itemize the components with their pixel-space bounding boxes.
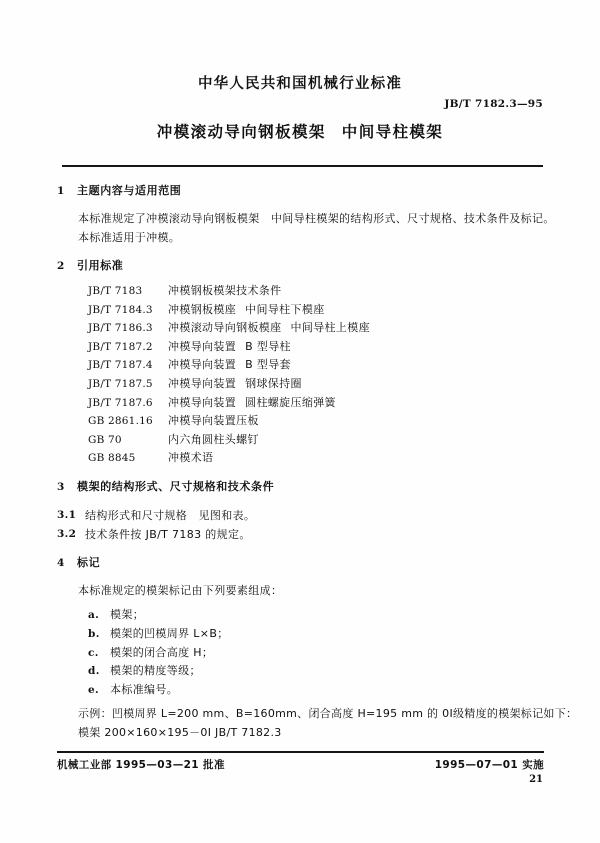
marking-example-line-2: 模架 200×160×195－0Ⅰ JB/T 7182.3 bbox=[78, 726, 282, 739]
reference-description-b: B 型导套 bbox=[245, 358, 291, 372]
reference-description: 冲模导向装置压板 bbox=[168, 414, 259, 428]
document-body bbox=[0, 182, 600, 743]
reference-description-a: 冲模导向装置 bbox=[168, 358, 237, 372]
section-4-intro: 本标准规定的模架标记由下列要素组成： bbox=[78, 583, 283, 597]
reference-description: 内六角圆柱头螺钉 bbox=[168, 432, 259, 446]
title-part-1: 冲模滚动导向钢板模架 bbox=[156, 123, 326, 141]
reference-row bbox=[88, 412, 600, 431]
footer-divider-rule bbox=[57, 751, 544, 753]
list-item bbox=[88, 625, 600, 644]
reference-row bbox=[88, 301, 600, 320]
list-item-text: 模架的精度等级； bbox=[110, 664, 201, 678]
reference-description-a: 冲模导向装置 bbox=[168, 395, 237, 409]
list-item bbox=[88, 662, 600, 681]
section-heading-1 bbox=[57, 182, 600, 200]
reference-description-b: 中间导柱下模座 bbox=[245, 302, 325, 316]
list-item-key: c. bbox=[88, 646, 99, 659]
list-item-text: 模架； bbox=[110, 608, 145, 622]
spacer bbox=[0, 544, 600, 554]
implementation-date: 1995—07—01 实施 bbox=[434, 759, 544, 771]
reference-code: GB 70 bbox=[88, 433, 122, 446]
reference-row bbox=[88, 338, 600, 357]
spacer bbox=[0, 496, 600, 506]
section-number-2: 2 bbox=[57, 260, 65, 272]
subclause-row bbox=[57, 525, 600, 544]
marking-example-line-1: 示例：凹模周界 L=200 mm、B=160mm、闭合高度 H=195 mm 的 0Ⅰ级精度的模架标记如下： bbox=[78, 707, 578, 721]
reference-description-b: B 型导柱 bbox=[245, 339, 291, 353]
reference-description: 冲模术语 bbox=[168, 451, 214, 465]
list-item-key: d. bbox=[88, 665, 100, 678]
section-number-3: 3 bbox=[57, 480, 65, 493]
reference-description-a: 冲模导向装置 bbox=[168, 376, 237, 390]
issuing-organization-title: 中华人民共和国机械行业标准 bbox=[197, 76, 403, 92]
section-title-1: 主题内容与适用范围 bbox=[77, 184, 182, 197]
reference-description bbox=[168, 338, 291, 357]
reference-code: GB 2861.16 bbox=[88, 415, 153, 428]
reference-description bbox=[168, 375, 302, 394]
section-title-3: 模架的结构形式、尺寸规格和技术条件 bbox=[77, 479, 275, 493]
subclause-text: 结构形式和尺寸规格 见图和表。 bbox=[85, 508, 256, 522]
reference-row bbox=[88, 356, 600, 375]
reference-description: 冲模钢板模架技术条件 bbox=[168, 284, 282, 297]
reference-description bbox=[168, 301, 325, 320]
reference-row bbox=[88, 394, 600, 413]
reference-description-a: 冲模滚动导向钢板模座 bbox=[168, 321, 282, 335]
subclause-text: 技术条件按 JB/T 7183 的规定。 bbox=[85, 527, 251, 541]
list-item bbox=[88, 681, 600, 700]
reference-code: GB 8845 bbox=[88, 452, 136, 465]
reference-code: JB/T 7186.3 bbox=[88, 322, 153, 335]
section-1-paragraph-line-1: 本标准规定了冲模滚动导向钢板模架 中间导柱模架的结构形式、尺寸规格、技术条件及标记。 bbox=[78, 212, 555, 225]
title-part-2: 中间导柱模架 bbox=[341, 123, 444, 141]
reference-description bbox=[168, 319, 370, 338]
section-heading-3 bbox=[57, 478, 600, 496]
section-1-paragraph-line-2: 本标准适用于冲模。 bbox=[78, 230, 181, 244]
reference-description-a: 冲模钢板模座 bbox=[168, 302, 237, 316]
list-item bbox=[88, 644, 600, 663]
reference-code: JB/T 7187.6 bbox=[88, 396, 153, 409]
reference-row bbox=[88, 431, 600, 450]
reference-code: JB/T 7187.5 bbox=[88, 377, 153, 390]
spacer bbox=[0, 572, 600, 582]
approval-statement: 机械工业部 1995—03—21 批准 bbox=[57, 759, 225, 771]
reference-description bbox=[168, 394, 336, 413]
reference-description-b: 钢球保持圈 bbox=[245, 376, 302, 390]
page-number: 21 bbox=[529, 774, 543, 785]
reference-code: JB/T 7183 bbox=[88, 285, 143, 297]
reference-code: JB/T 7187.4 bbox=[88, 359, 153, 372]
reference-row bbox=[88, 319, 600, 338]
section-heading-4 bbox=[57, 554, 600, 572]
document-header bbox=[0, 74, 600, 141]
reference-description bbox=[168, 356, 291, 375]
list-item-text: 模架的闭合高度 H； bbox=[110, 645, 214, 659]
section-number-4: 4 bbox=[57, 556, 65, 569]
section-title-2: 引用标准 bbox=[77, 259, 124, 272]
reference-description-b: 中间导柱上模座 bbox=[290, 321, 370, 335]
reference-description-a: 冲模导向装置 bbox=[168, 339, 237, 353]
subclause-row bbox=[57, 506, 600, 525]
reference-code: JB/T 7187.2 bbox=[88, 340, 153, 353]
list-item-key: a. bbox=[88, 609, 100, 622]
header-divider-rule bbox=[62, 165, 543, 167]
list-item-text: 本标准编号。 bbox=[110, 682, 179, 696]
reference-row bbox=[88, 375, 600, 394]
list-item bbox=[88, 606, 600, 625]
list-item-key: e. bbox=[88, 683, 100, 696]
marking-elements-list bbox=[0, 606, 600, 699]
reference-row bbox=[88, 449, 600, 468]
reference-code: JB/T 7184.3 bbox=[88, 303, 153, 316]
standard-number: JB/T 7182.3—95 bbox=[444, 98, 543, 110]
spacer bbox=[0, 468, 600, 478]
section-heading-2 bbox=[57, 257, 600, 275]
section-title-4: 标记 bbox=[77, 555, 101, 569]
reference-description-b: 圆柱螺旋压缩弹簧 bbox=[245, 395, 336, 409]
page-title bbox=[0, 120, 600, 142]
spacer bbox=[0, 200, 600, 210]
spacer bbox=[0, 247, 600, 257]
subclause-number: 3.2 bbox=[57, 527, 77, 540]
reference-row bbox=[88, 282, 600, 301]
subclause-number: 3.1 bbox=[57, 508, 77, 521]
list-item-key: b. bbox=[88, 628, 100, 641]
referenced-standards-list bbox=[0, 282, 600, 468]
section-number-1: 1 bbox=[57, 185, 65, 197]
document-footer bbox=[57, 757, 544, 772]
list-item-text: 模架的凹模周界 L×B； bbox=[110, 627, 229, 641]
